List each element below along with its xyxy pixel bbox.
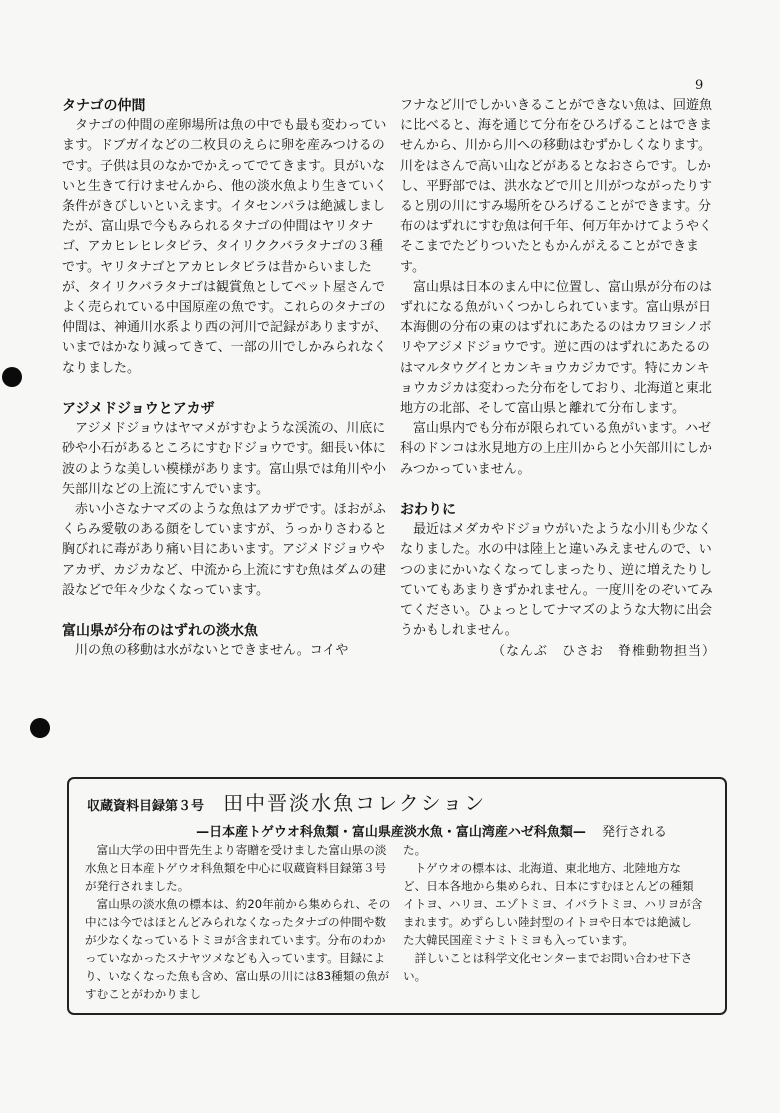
- notice-subtitle-suffix: 発行される: [601, 825, 667, 840]
- page-number: 9: [695, 78, 704, 93]
- paragraph: 赤い小さなナマズのような魚はアカザです。ほおがふくらみ愛敬のある顔をしていますが、うっかりさわると胸びれに毒があり痛い目にあいます。アジメドジョウやアカザ、カジカなど、中流から上流にすむ魚はダムの建設などで年々少なくなっています。: [62, 502, 388, 598]
- notice-right-column: [403, 841, 703, 985]
- paragraph: タナゴの仲間の産卵場所は魚の中でも最も変わっています。ドブガイなどの二枚貝のえらに卵を産みつけるのです。子供は貝のなかでかえってでてきます。貝がいないと生きて行けませんから、他の淡水魚より生きていく条件がきびしいといえます。イタセンパラは絶滅しましたが、富山県で今もみられるタナゴの仲間はヤリタナゴ、アカヒレヒレタビラ、タイリククバラタナゴの３種です。ヤリタナゴとアカヒレタビラは昔からいましたが、タイリクバラタナゴは観賞魚としてペット屋さんでよく売られている中国原産の魚です。これらのタナゴの仲間は、神通川水系より西の河川で記録がありますが、いまではかなり減ってきて、一部の川でしかみられなくなりました。: [62, 118, 388, 376]
- notice-paragraph: 富山大学の田中晋先生より寄贈を受けました富山県の淡水魚と日本産トゲウオ科魚類を中心に収蔵資料目録第３号が発行されました。: [85, 843, 387, 893]
- publication-notice-box: [67, 777, 727, 1015]
- binder-hole: [30, 718, 50, 738]
- notice-subtitle-line: [196, 821, 667, 840]
- notice-paragraph: 詳しいことは科学文化センターまでお問い合わせ下さい。: [403, 951, 693, 983]
- notice-header: [87, 787, 486, 816]
- paragraph: 川の魚の移動は水がないとできません。コイや: [75, 643, 349, 659]
- section-heading-boundary: 富山県が分布のはずれの淡水魚: [62, 623, 258, 640]
- paragraph-continued: フナなど川でしかいきることができない魚は、回遊魚に比べると、海を通じて分布をひろげることはできませんから、川から川への移動はむずかしくなります。川をはさんで高い山などがあるとなおさらです。しかし、平野部では、洪水などで川と川がつながったりすると別の川にすみ場所をひろげることができます。分布のはずれにすむ魚は何千年、何万年かけてようやくそこまでたどりついたともかんがえることができます。: [400, 98, 713, 275]
- right-column: [400, 96, 716, 663]
- binder-hole: [2, 367, 22, 387]
- left-column: [62, 96, 390, 662]
- paragraph: 富山県内でも分布が限られている魚がいます。ハゼ科のドンコは氷見地方の上庄川からと小矢部川にしかみつかっていません。: [400, 421, 713, 477]
- paragraph: アジメドジョウはヤマメがすむような渓流の、川底に砂や小石があるところにすむドジョウです。細長い体に波のような美しい模様があります。富山県では角川や小矢部川などの上流にすんでいます。: [62, 421, 386, 497]
- section-heading-ajime: アジメドジョウとアカザ: [62, 401, 215, 418]
- notice-paragraph: トゲウオの標本は、北海道、東北地方、北陸地方など、日本各地から集められ、日本にすむほとんどの種類イトヨ、ハリヨ、エゾトミヨ、イバラトミヨ、ハリヨが含まれます。めずらしい陸封型のイトヨや日本では絶滅した大韓民国産ミナミトミヨも入っています。: [403, 861, 703, 947]
- notice-left-column: [85, 841, 391, 1003]
- notice-series: 収蔵資料目録第３号: [87, 799, 205, 814]
- notice-subtitle: —日本産トゲウオ科魚類・富山県産淡水魚・富山湾産ハゼ科魚類—: [196, 825, 586, 840]
- section-heading-tanago: タナゴの仲間: [62, 98, 146, 114]
- author-signature: （なんぶ ひさお 脊椎動物担当）: [491, 644, 716, 660]
- notice-paragraph: 富山県の淡水魚の標本は、約20年前から集められ、その中には今ではほとんどみられなくなったタナゴの仲間や数が少なくなっているトミヨが含まれています。分布のわかっていなかったスナヤツメなども入っています。目録により、いなくなった魚も含め、富山県の川には83種類の魚がすむことがわかりまし: [85, 897, 391, 1001]
- notice-paragraph-continued: た。: [403, 843, 427, 857]
- paragraph: 富山県は日本のまん中に位置し、富山県が分布のはずれになる魚がいくつかしられています。富山県が日本海側の分布の東のはずれにあたるのはカワヨシノボリやアジメドジョウです。逆に西のはずれにあたるのはマルタウグイとカンキョウカジカです。特にカンキョウカジカは変わった分布をしており、北海道と東北地方の北部、そして富山県と離れて分布します。: [400, 279, 713, 417]
- notice-title: 田中晋淡水魚コレクション: [223, 791, 487, 815]
- section-heading-closing: おわりに: [400, 502, 456, 519]
- paragraph: 最近はメダカやドジョウがいたような小川も少なくなりました。水の中は陸上と違いみえませんので、いつのまにかいなくなってしまったり、逆に増えたりしていてもあまりきずかれません。一度川をのぞいてみてください。ひょっとしてナマズのような大物に出会うかもしれません。: [400, 522, 713, 639]
